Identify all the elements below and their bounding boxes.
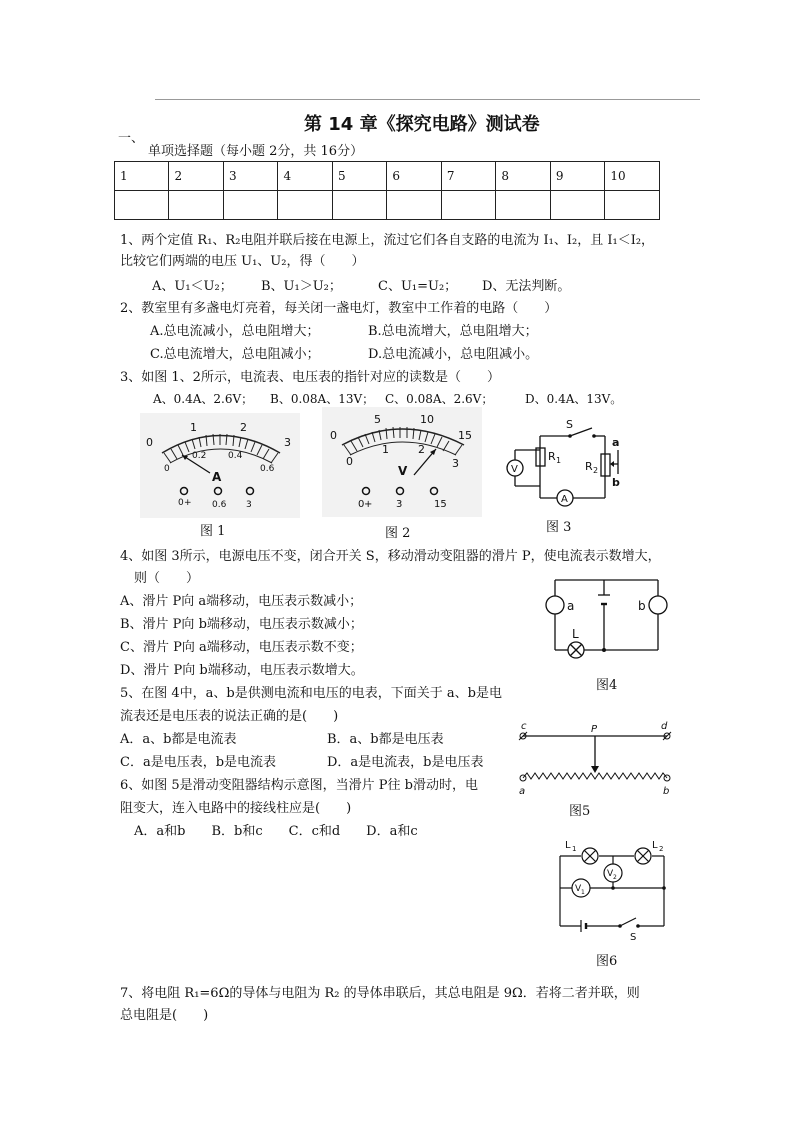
- fig5-caption: 图5: [569, 804, 591, 819]
- q3-option-b: B、0.08A、13V；: [270, 392, 375, 406]
- fig5-terminal-a: a: [519, 786, 526, 797]
- fig2-upper-tick: 5: [374, 413, 381, 426]
- answer-cell[interactable]: [223, 191, 277, 220]
- q4-option-d: D、滑片 P向 b端移动，电压表示数增大。: [120, 663, 364, 678]
- q5-option-a: A．a、b都是电流表: [120, 732, 237, 747]
- fig6-v2-label: V: [607, 869, 614, 879]
- q2-option-d: D.总电流减小，总电阻减小。: [368, 347, 539, 362]
- fig1-terminal-label: 3: [246, 500, 252, 510]
- figure-4-circuit: [540, 570, 675, 665]
- figure-5-rheostat: [515, 718, 680, 798]
- answer-cell[interactable]: [496, 191, 550, 220]
- answer-cell[interactable]: [278, 191, 332, 220]
- fig2-terminal-label: 3: [396, 499, 403, 510]
- fig1-terminal-label: 0: [178, 498, 184, 508]
- fig1-upper-tick: 3: [284, 436, 291, 449]
- header-rule: [155, 99, 700, 100]
- fig1-terminal-label: 0.6: [212, 500, 227, 510]
- fig1-unit-label: A: [212, 470, 222, 484]
- answer-table: [114, 161, 660, 220]
- fig6-switch-label: S: [630, 932, 637, 943]
- q2-option-c: C.总电流增大，总电阻减小；: [150, 347, 320, 362]
- answer-cell[interactable]: [550, 191, 604, 220]
- fig6-caption: 图6: [596, 954, 618, 969]
- fig3-ammeter-label: A: [561, 494, 568, 505]
- q3-option-a: A、0.4A、2.6V；: [153, 392, 254, 406]
- figure-1-ammeter: [140, 413, 300, 518]
- fig5-terminal-d: d: [661, 721, 668, 732]
- fig1-lower-tick: 0.2: [192, 451, 207, 461]
- q7-line2: 总电阻是( ): [120, 1008, 209, 1023]
- fig1-terminal-label: +: [184, 498, 192, 508]
- fig3-end-a: a: [612, 436, 620, 449]
- answer-col-6: 6: [387, 162, 441, 191]
- q3-option-d: D、0.4A、13V。: [525, 392, 623, 406]
- fig5-slider-p: P: [591, 724, 598, 735]
- answer-col-7: 7: [441, 162, 495, 191]
- fig1-caption: 图 1: [200, 524, 226, 539]
- fig2-upper-tick: 0: [330, 429, 337, 442]
- section-number: 一、: [118, 131, 145, 146]
- fig2-lower-tick: 3: [452, 457, 459, 470]
- answer-cell[interactable]: [169, 191, 223, 220]
- q6-stem-line1: 6、如图 5是滑动变阻器结构示意图，当滑片 P往 b滑动时，电: [120, 778, 479, 793]
- fig2-terminal-label: +: [364, 499, 373, 510]
- q5-option-d: D．a是电流表，b是电压表: [327, 755, 484, 770]
- fig2-lower-tick: 1: [382, 443, 389, 456]
- fig2-terminal-label: 0: [358, 499, 365, 510]
- q5-stem-line2: 流表还是电压表的说法正确的是( ): [120, 709, 339, 724]
- fig6-v1-label: V: [575, 884, 582, 894]
- q5-option-b: B．a、b都是电压表: [327, 732, 444, 747]
- q3-stem: 3、如图 1、2所示，电流表、电压表的指针对应的读数是（ ）: [120, 370, 500, 385]
- fig6-l1-label: L: [565, 840, 571, 851]
- answer-col-2: 2: [169, 162, 223, 191]
- q1-option-b: B、U₁＞U₂；: [261, 279, 342, 294]
- figure-3-circuit: [500, 418, 630, 518]
- answer-table-blank-row: [115, 191, 660, 220]
- answer-col-1: 1: [115, 162, 169, 191]
- q6-options: A．a和b B．b和c C．c和d D．a和c: [134, 824, 418, 839]
- fig2-terminal-label: 15: [434, 499, 447, 510]
- fig3-r2-subscript: 2: [593, 466, 599, 475]
- fig3-voltmeter-label: V: [511, 464, 518, 475]
- fig6-l2-subscript: 2: [659, 845, 664, 853]
- q1-option-d: D、无法判断。: [482, 279, 571, 294]
- fig3-switch-label: S: [566, 418, 573, 431]
- fig4-meter-b-label: b: [638, 599, 646, 613]
- q2-option-b: B.总电流增大，总电阻增大；: [368, 324, 538, 339]
- fig1-lower-tick: 0.4: [228, 451, 243, 461]
- fig2-upper-tick: 10: [420, 413, 434, 426]
- fig5-terminal-b: b: [663, 786, 670, 797]
- q3-option-c: C、0.08A、2.6V；: [385, 392, 494, 406]
- fig6-v1-subscript: 1: [581, 889, 585, 896]
- figure-6-circuit: [548, 838, 673, 943]
- answer-cell[interactable]: [387, 191, 441, 220]
- q4-option-a: A、滑片 P向 a端移动，电压表示数减小；: [120, 594, 363, 609]
- fig1-upper-tick: 2: [240, 421, 247, 434]
- answer-cell[interactable]: [441, 191, 495, 220]
- fig2-lower-tick: 2: [418, 443, 425, 456]
- answer-table-header-row: [115, 162, 660, 191]
- fig1-lower-tick: 0: [164, 464, 170, 474]
- section-heading: 单项选择题（每小题 2分，共 16分）: [148, 144, 364, 159]
- fig4-caption: 图4: [596, 678, 618, 693]
- q5-option-c: C．a是电压表，b是电流表: [120, 755, 277, 770]
- answer-col-10: 10: [605, 162, 660, 191]
- q4-option-c: C、滑片 P向 a端移动，电压表示数不变；: [120, 640, 363, 655]
- figure-2-voltmeter: [322, 407, 482, 517]
- fig1-lower-tick: 0.6: [260, 464, 275, 474]
- answer-col-4: 4: [278, 162, 332, 191]
- fig2-lower-tick: 0: [346, 455, 353, 468]
- answer-col-3: 3: [223, 162, 277, 191]
- fig6-l2-label: L: [652, 840, 658, 851]
- answer-cell[interactable]: [605, 191, 660, 220]
- fig1-upper-tick: 0: [146, 436, 153, 449]
- answer-cell[interactable]: [332, 191, 386, 220]
- q4-stem-line1: 4、如图 3所示，电源电压不变，闭合开关 S，移动滑动变阻器的滑片 P，使电流表示数增大，: [120, 549, 661, 564]
- answer-cell[interactable]: [115, 191, 169, 220]
- q2-option-a: A.总电流减小，总电阻增大；: [150, 324, 320, 339]
- q2-stem: 2、教室里有多盏电灯亮着，每关闭一盏电灯，教室中工作着的电路（ ）: [120, 301, 558, 316]
- q4-stem-line2: 则（ ）: [134, 571, 200, 586]
- fig2-unit-label: V: [398, 464, 408, 478]
- fig5-terminal-c: c: [521, 721, 527, 732]
- q1-line2: 比较它们两端的电压 U₁、U₂，得（ ）: [120, 254, 365, 269]
- fig1-upper-tick: 1: [190, 421, 197, 434]
- fig3-r1-label: R: [548, 450, 556, 463]
- fig2-caption: 图 2: [385, 526, 411, 541]
- fig3-r1-subscript: 1: [556, 456, 562, 465]
- q1-option-a: A、U₁＜U₂；: [152, 279, 233, 294]
- fig4-lamp-label: L: [572, 627, 579, 641]
- answer-col-9: 9: [550, 162, 604, 191]
- q1-option-c: C、U₁=U₂；: [378, 279, 458, 294]
- fig3-end-b: b: [612, 476, 620, 489]
- q7-line1: 7、将电阻 R₁=6Ω的导体与电阻为 R₂ 的导体串联后，其总电阻是 9Ω．若将二者并联，则: [120, 986, 640, 1001]
- q5-stem-line1: 5、在图 4中，a、b是供测电流和电压的电表，下面关于 a、b是电: [120, 686, 502, 701]
- fig2-upper-tick: 15: [458, 429, 472, 442]
- page-title: 第 14 章《探究电路》测试卷: [304, 114, 540, 135]
- fig6-l1-subscript: 1: [572, 845, 577, 853]
- q4-option-b: B、滑片 P向 b端移动，电压表示数减小；: [120, 617, 363, 632]
- q6-stem-line2: 阻变大，连入电路中的接线柱应是( ): [120, 801, 352, 816]
- fig3-r2-label: R: [585, 460, 593, 473]
- answer-col-5: 5: [332, 162, 386, 191]
- fig6-v2-subscript: 2: [613, 874, 617, 881]
- q1-line1: 1、两个定值 R₁、R₂电阻并联后接在电源上，流过它们各自支路的电流为 I₁、I₂，且 I₁＜I₂，: [120, 233, 655, 248]
- fig3-caption: 图 3: [546, 520, 572, 535]
- answer-col-8: 8: [496, 162, 550, 191]
- fig4-meter-a-label: a: [567, 599, 575, 613]
